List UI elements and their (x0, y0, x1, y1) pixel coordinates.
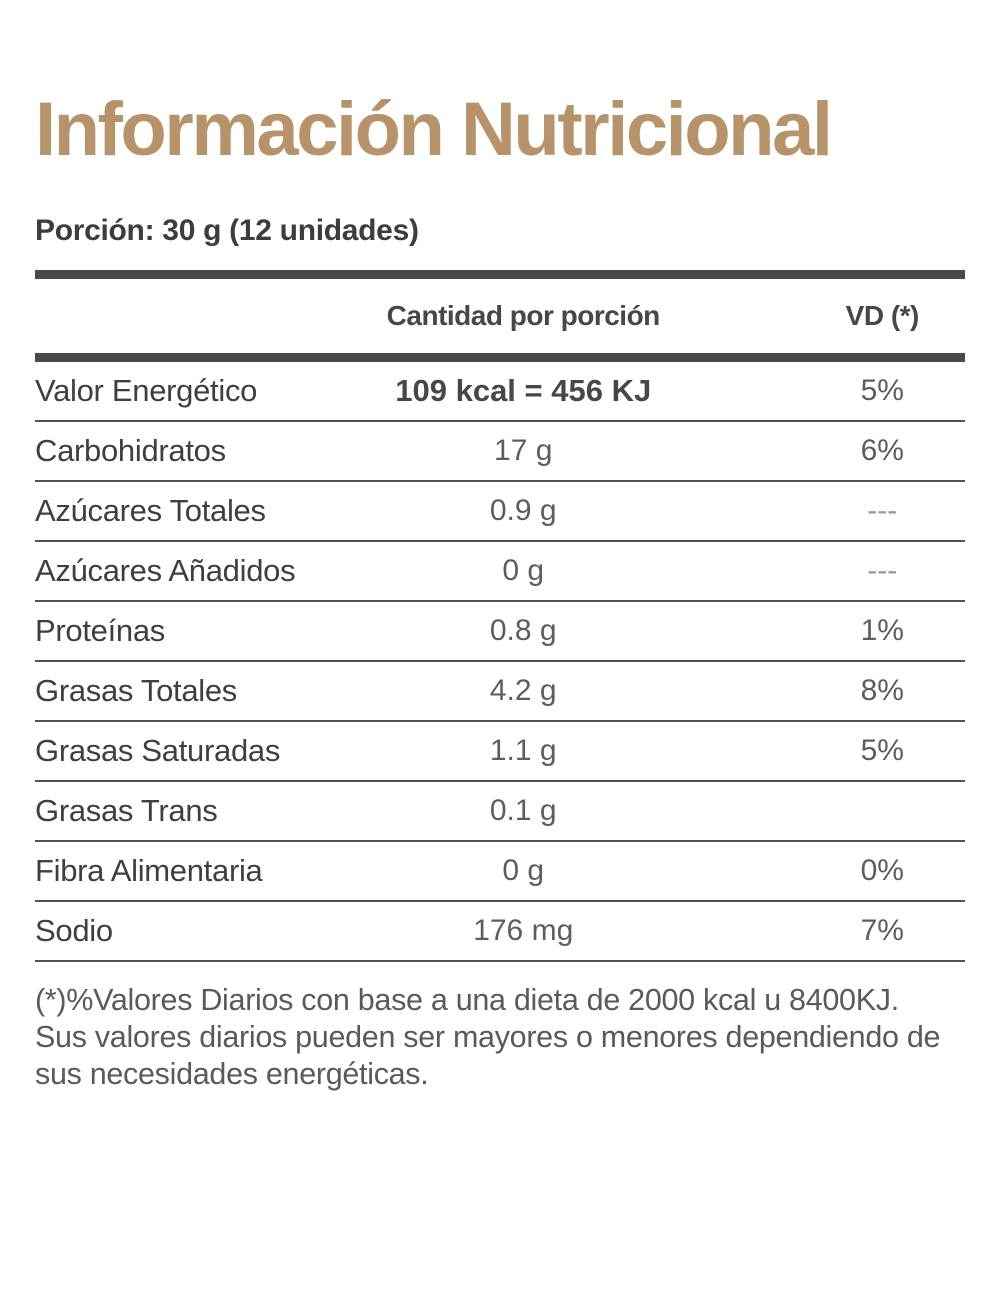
nutrient-label: Fibra Alimentaria (35, 853, 263, 888)
table-row (35, 602, 965, 662)
nutrient-label: Grasas Trans (35, 793, 218, 828)
nutrient-amount: 176 mg (473, 914, 574, 947)
header-amount-per-serving: Cantidad por porción (386, 300, 660, 331)
nutrient-amount: 0 g (502, 554, 545, 587)
nutrient-label: Grasas Totales (35, 673, 237, 708)
table-row (35, 422, 965, 482)
table-row (35, 662, 965, 722)
nutrient-amount: 1.1 g (489, 734, 557, 767)
nutrient-amount: 17 g (494, 434, 553, 467)
nutrient-amount: 0.8 g (489, 614, 557, 647)
footnote-line: (*)%Valores Diarios con base a una dieta de 2000 kcal u 8400KJ. (35, 983, 899, 1017)
footnote-line: sus necesidades energéticas. (35, 1057, 429, 1091)
nutrient-dv: 5% (860, 374, 904, 407)
nutrient-label: Valor Energético (35, 373, 258, 408)
nutrient-amount: 4.2 g (489, 674, 557, 707)
nutrient-dv: 6% (860, 434, 904, 467)
nutrient-dv: 1% (860, 614, 904, 647)
nutrient-amount: 0.1 g (489, 794, 557, 827)
table-row (35, 902, 965, 962)
daily-values-footnote (35, 982, 965, 1093)
nutrient-dv: 7% (860, 914, 904, 947)
table-header-row (35, 279, 965, 353)
table-row (35, 362, 965, 422)
nutrient-label: Sodio (35, 913, 113, 948)
footnote-line: Sus valores diarios pueden ser mayores o menores dependiendo de (35, 1020, 941, 1054)
nutrient-label: Azúcares Añadidos (35, 553, 296, 588)
table-row (35, 542, 965, 602)
nutrition-table (35, 362, 965, 962)
nutrient-label: Proteínas (35, 613, 165, 648)
nutrient-dv: 0% (860, 854, 904, 887)
table-row (35, 782, 965, 842)
top-divider-bar (35, 270, 965, 279)
nutrition-label (0, 87, 1000, 1093)
table-row (35, 842, 965, 902)
nutrient-label: Carbohidratos (35, 433, 226, 468)
nutrient-dv: 5% (860, 734, 904, 767)
header-daily-value: VD (*) (845, 300, 919, 331)
nutrient-amount: 0 g (502, 854, 545, 887)
nutrient-amount: 109 kcal = 456 KJ (395, 373, 652, 408)
table-row (35, 482, 965, 542)
portion-size-text: Porción: 30 g (12 unidades) (35, 214, 419, 247)
nutrient-dv: --- (867, 554, 898, 587)
page-title: Información Nutricional (35, 87, 831, 172)
table-row (35, 722, 965, 782)
nutrient-label: Grasas Saturadas (35, 733, 281, 768)
nutrient-label: Azúcares Totales (35, 493, 266, 528)
nutrient-dv: 8% (860, 674, 904, 707)
nutrient-amount: 0.9 g (489, 494, 557, 527)
nutrient-dv: --- (867, 494, 898, 527)
header-divider-bar (35, 353, 965, 362)
